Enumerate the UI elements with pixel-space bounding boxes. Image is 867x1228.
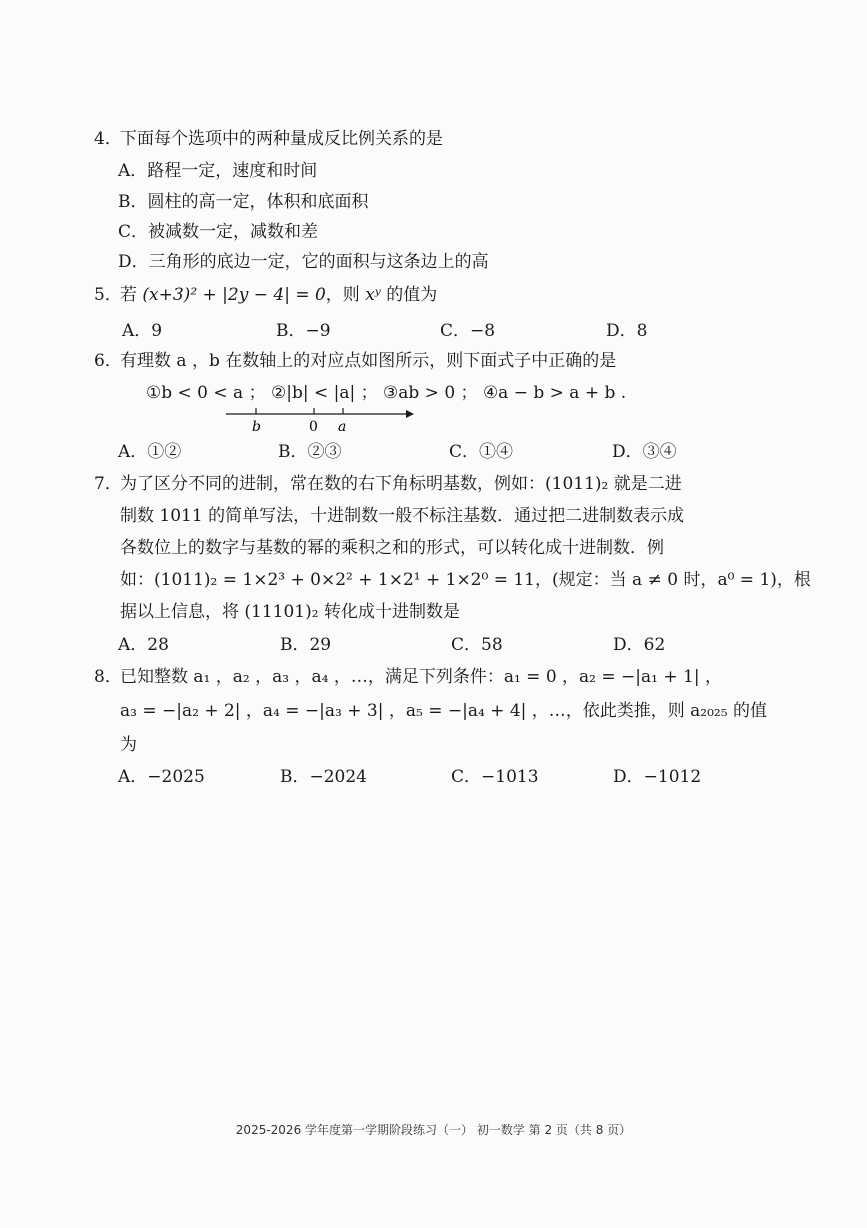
- option-b: B．圆柱的高一定，体积和底面积: [118, 192, 369, 212]
- question-stem-suffix: 的值为: [386, 285, 438, 305]
- question-number: 4．: [94, 129, 122, 149]
- question-line: 已知整数 a₁ ，a₂ ，a₃ ，a₄ ，…，满足下列条件：a₁ = 0 ，a₂ = −|a₁ + 1| ，: [120, 667, 722, 687]
- option-c: C．①④: [449, 442, 514, 462]
- option-a: A．−2025: [118, 767, 205, 787]
- option-a: A．①②: [118, 442, 182, 462]
- option-d: D．−1012: [613, 767, 702, 787]
- axis-label-b: b: [252, 419, 261, 435]
- question-line: 为: [120, 735, 137, 755]
- question-stem-prefix: 若: [120, 285, 137, 305]
- option-a: A．路程一定，速度和时间: [118, 161, 318, 181]
- number-line-figure: [226, 404, 416, 438]
- option-c: C．被减数一定，减数和差: [118, 222, 319, 242]
- question-number: 5．: [94, 285, 122, 305]
- statement-list: ①b < 0 < a ； ②|b| < |a| ； ③ab > 0 ； ④a − b > a + b .: [146, 383, 627, 403]
- question-line: 为了区分不同的进制，常在数的右下角标明基数，例如：(1011)₂ 就是二进: [120, 474, 682, 494]
- option-b: B．29: [280, 635, 332, 655]
- question-number: 7．: [94, 474, 122, 494]
- question-stem: 有理数 a ，b 在数轴上的对应点如图所示，则下面式子中正确的是: [120, 351, 617, 371]
- option-b: B．−2024: [280, 767, 368, 787]
- option-d: D．③④: [612, 442, 677, 462]
- question-number: 8．: [94, 667, 122, 687]
- question-stem: 下面每个选项中的两种量成反比例关系的是: [120, 129, 443, 149]
- question-line: 如：(1011)₂ = 1×2³ + 0×2² + 1×2¹ + 1×2⁰ = 11，(规定：当 a ≠ 0 时，a⁰ = 1)，根: [120, 570, 811, 590]
- option-c: C．58: [451, 635, 503, 655]
- option-a: A．28: [118, 635, 169, 655]
- question-line: a₃ = −|a₂ + 2| ，a₄ = −|a₃ + 3| ，a₅ = −|a₄ + 4| ，…，依此类推，则 a₂₀₂₅ 的值: [120, 701, 767, 721]
- option-b: B．②③: [278, 442, 342, 462]
- question-number: 6．: [94, 351, 122, 371]
- page-footer: 2025-2026 学年度第一学期阶段练习（一） 初一数学 第 2 页（共 8 页）: [235, 1123, 632, 1137]
- option-a: A．9: [122, 321, 163, 341]
- arrow-head-icon: [406, 410, 414, 418]
- option-c: C．−1013: [451, 767, 539, 787]
- question-line: 制数 1011 的简单写法，十进制数一般不标注基数．通过把二进制数表示成: [120, 506, 685, 526]
- option-d: D．三角形的底边一定，它的面积与这条边上的高: [118, 252, 489, 272]
- math-expression: xʸ: [365, 285, 381, 305]
- math-expression: (x+3)² + |2y − 4| = 0: [142, 285, 326, 305]
- option-c: C．−8: [440, 321, 496, 341]
- question-stem-mid: ，则: [325, 285, 360, 305]
- option-b: B．−9: [276, 321, 331, 341]
- question-line: 各数位上的数字与基数的幂的乘积之和的形式，可以转化成十进制数．例: [120, 538, 664, 558]
- question-line: 据以上信息，将 (11101)₂ 转化成十进制数是: [120, 602, 460, 622]
- option-d: D．8: [606, 321, 648, 341]
- axis-label-0: 0: [309, 419, 318, 435]
- axis-label-a: a: [338, 419, 347, 435]
- option-d: D．62: [613, 635, 666, 655]
